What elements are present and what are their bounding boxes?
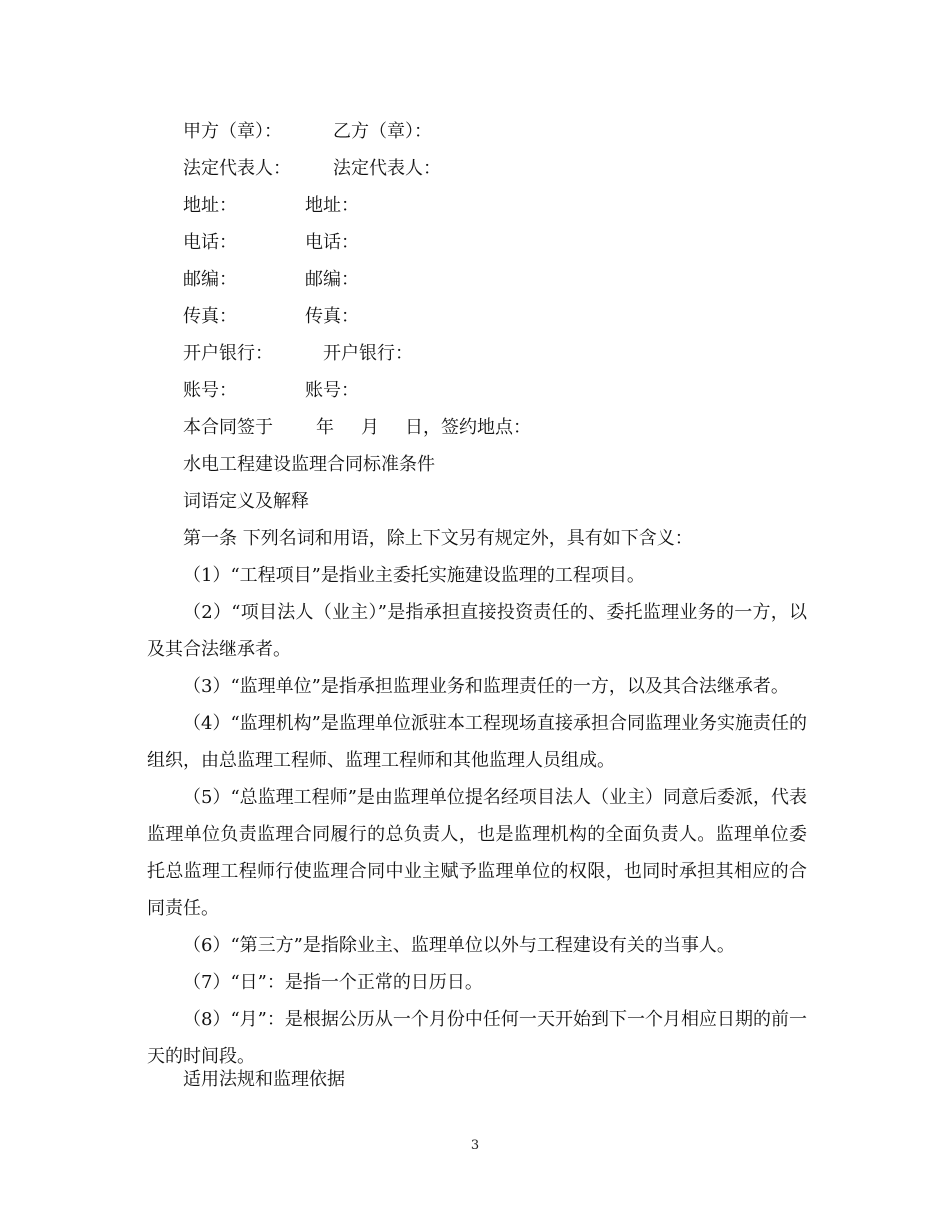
signature-row-postcode: [183, 268, 359, 292]
signing-month-label: 月: [361, 417, 379, 438]
document-title: 水电工程建设监理合同标准条件: [183, 454, 435, 475]
party-a-fax-label: 传真：: [183, 306, 237, 327]
party-b-account-label: 账号：: [305, 380, 359, 401]
section-heading-definitions: 词语定义及解释: [183, 491, 309, 512]
definition-2: （2）“项目法人（业主）”是指承担直接投资责任的、委托监理业务的一方，以及其合法继承者。: [147, 602, 807, 660]
party-a-phone-label: 电话：: [183, 232, 237, 253]
signature-row-representative: [183, 157, 441, 181]
signature-row-phone: [183, 231, 359, 255]
party-b-seal-label: 乙方（章）：: [333, 121, 432, 142]
definition-5: （5）“总监理工程师”是由监理单位提名经项目法人（业主）同意后委派，代表监理单位负责监理合同履行的总负责人，也是监理机构的全面负责人。监理单位委托总监理工程师行使监理合同中业主赋予监理单位的权限，也同时承担其相应的合同责任。: [147, 787, 807, 919]
party-a-postcode-label: 邮编：: [183, 269, 237, 290]
party-b-phone-label: 电话：: [305, 232, 359, 253]
signature-row-seal: [183, 120, 432, 144]
section-heading-applicable-laws: 适用法规和监理依据: [183, 1069, 345, 1090]
definition-6: （6）“第三方”是指除业主、监理单位以外与工程建设有关的当事人。: [183, 935, 735, 956]
definition-7: （7）“日”：是指一个正常的日历日。: [183, 972, 483, 993]
signing-prefix: 本合同签于: [183, 417, 273, 438]
party-b-fax-label: 传真：: [305, 306, 359, 327]
party-a-bank-label: 开户银行：: [183, 343, 273, 364]
party-b-bank-label: 开户银行：: [323, 343, 413, 364]
definition-4: （4）“监理机构”是监理单位派驻本工程现场直接承担合同监理业务实施责任的组织，由总监理工程师、监理工程师和其他监理人员组成。: [147, 713, 807, 771]
definition-8: （8）“月”：是根据公历从一个月份中任何一天开始到下一个月相应日期的前一天的时间段。: [147, 1009, 807, 1067]
signature-row-account: [183, 379, 359, 403]
party-a-seal-label: 甲方（章）：: [183, 121, 282, 142]
page-number: 3: [470, 1138, 480, 1153]
article-1: 第一条 下列名词和用语，除上下文另有规定外，具有如下含义：: [183, 528, 693, 549]
party-a-representative-label: 法定代表人：: [183, 158, 291, 179]
signing-date-line: [183, 416, 531, 440]
definition-3: （3）“监理单位”是指承担监理业务和监理责任的一方，以及其合法继承者。: [183, 676, 789, 697]
signature-row-bank: [183, 342, 413, 366]
party-a-account-label: 账号：: [183, 380, 237, 401]
party-b-address-label: 地址：: [305, 195, 359, 216]
party-b-representative-label: 法定代表人：: [333, 158, 441, 179]
party-b-postcode-label: 邮编：: [305, 269, 359, 290]
signing-day-place-label: 日，签约地点：: [405, 417, 531, 438]
signature-row-fax: [183, 305, 359, 329]
signing-year-label: 年: [316, 417, 334, 438]
definition-1: （1）“工程项目”是指业主委托实施建设监理的工程项目。: [183, 565, 645, 586]
party-a-address-label: 地址：: [183, 195, 237, 216]
signature-row-address: [183, 194, 359, 218]
